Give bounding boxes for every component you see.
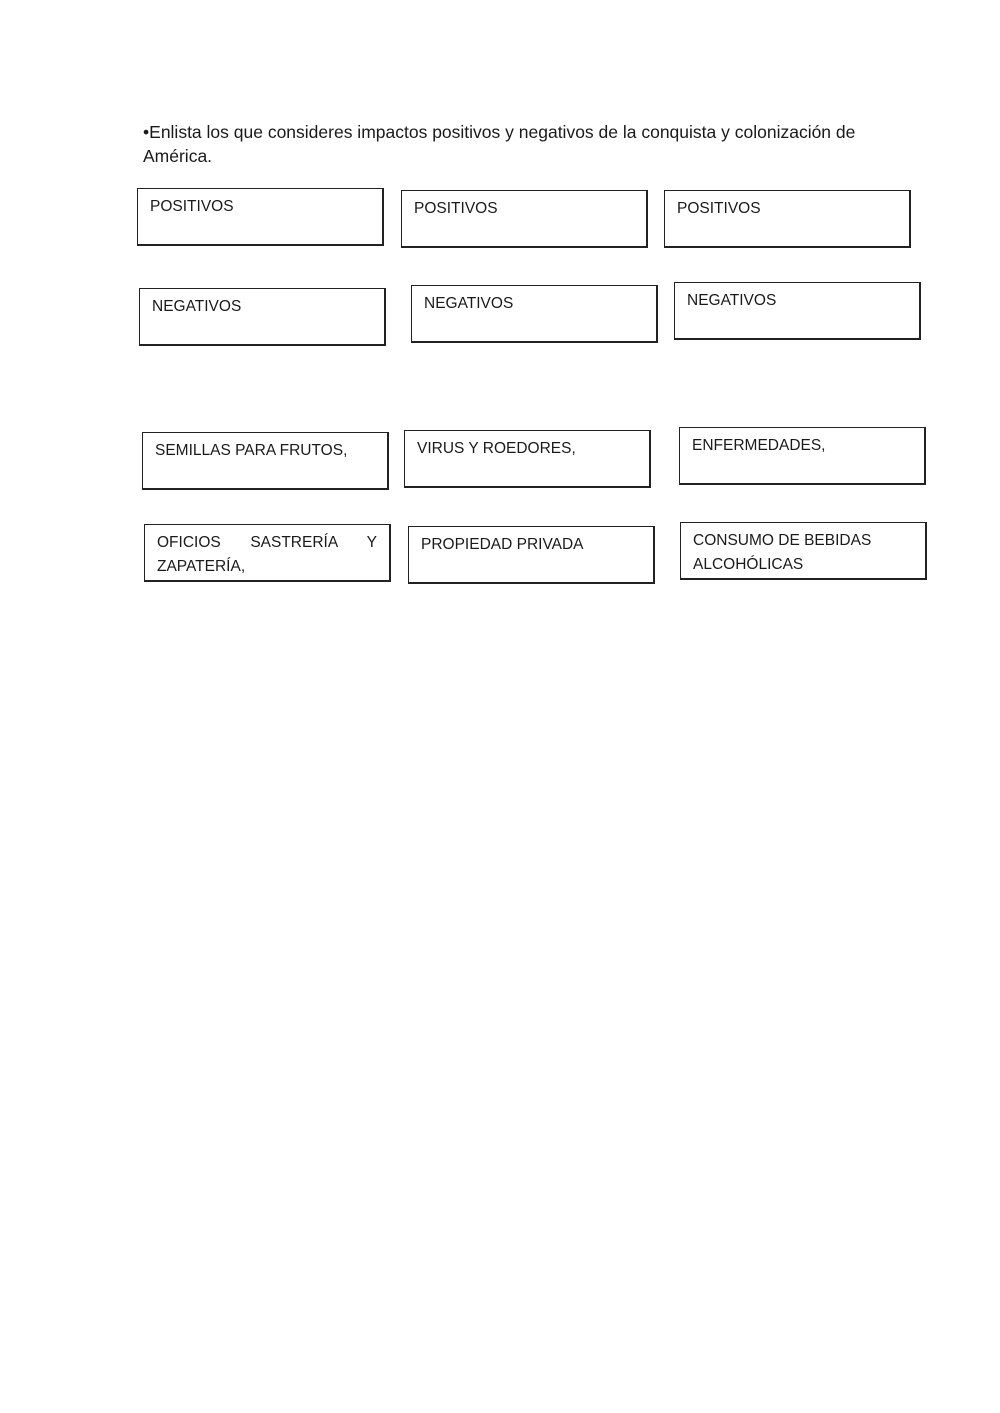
- item-label: VIRUS Y ROEDORES,: [417, 440, 576, 457]
- negativos-label: NEGATIVOS: [152, 298, 242, 315]
- item-bebidas[interactable]: [680, 522, 927, 580]
- negativos-label: NEGATIVOS: [424, 295, 514, 312]
- item-virus[interactable]: [404, 430, 651, 488]
- positivos-label: POSITIVOS: [150, 198, 234, 215]
- item-semillas[interactable]: [142, 432, 389, 490]
- bullet: •: [143, 122, 150, 142]
- item-propiedad[interactable]: [408, 526, 655, 584]
- negativos-box-1[interactable]: [139, 288, 386, 346]
- item-label: CONSUMO DE BEBIDAS ALCOHÓLICAS: [693, 532, 872, 573]
- negativos-box-3[interactable]: [674, 282, 921, 340]
- instruction-text: [143, 120, 873, 168]
- item-enfermedades[interactable]: [679, 427, 926, 485]
- item-label: OFICIOS SASTRERÍA Y ZAPATERÍA,: [157, 534, 377, 575]
- item-label: SEMILLAS PARA FRUTOS,: [155, 442, 348, 459]
- instruction-body: Enlista los que consideres impactos positivos y negativos de la conquista y colonización de América.: [143, 122, 856, 166]
- negativos-box-2[interactable]: [411, 285, 658, 343]
- positivos-label: POSITIVOS: [414, 200, 498, 217]
- positivos-label: POSITIVOS: [677, 200, 761, 217]
- positivos-box-1[interactable]: [137, 188, 384, 246]
- positivos-box-2[interactable]: [401, 190, 648, 248]
- item-oficios[interactable]: [144, 524, 391, 582]
- item-label: PROPIEDAD PRIVADA: [421, 536, 584, 553]
- item-label: ENFERMEDADES,: [692, 437, 826, 454]
- negativos-label: NEGATIVOS: [687, 292, 777, 309]
- positivos-box-3[interactable]: [664, 190, 911, 248]
